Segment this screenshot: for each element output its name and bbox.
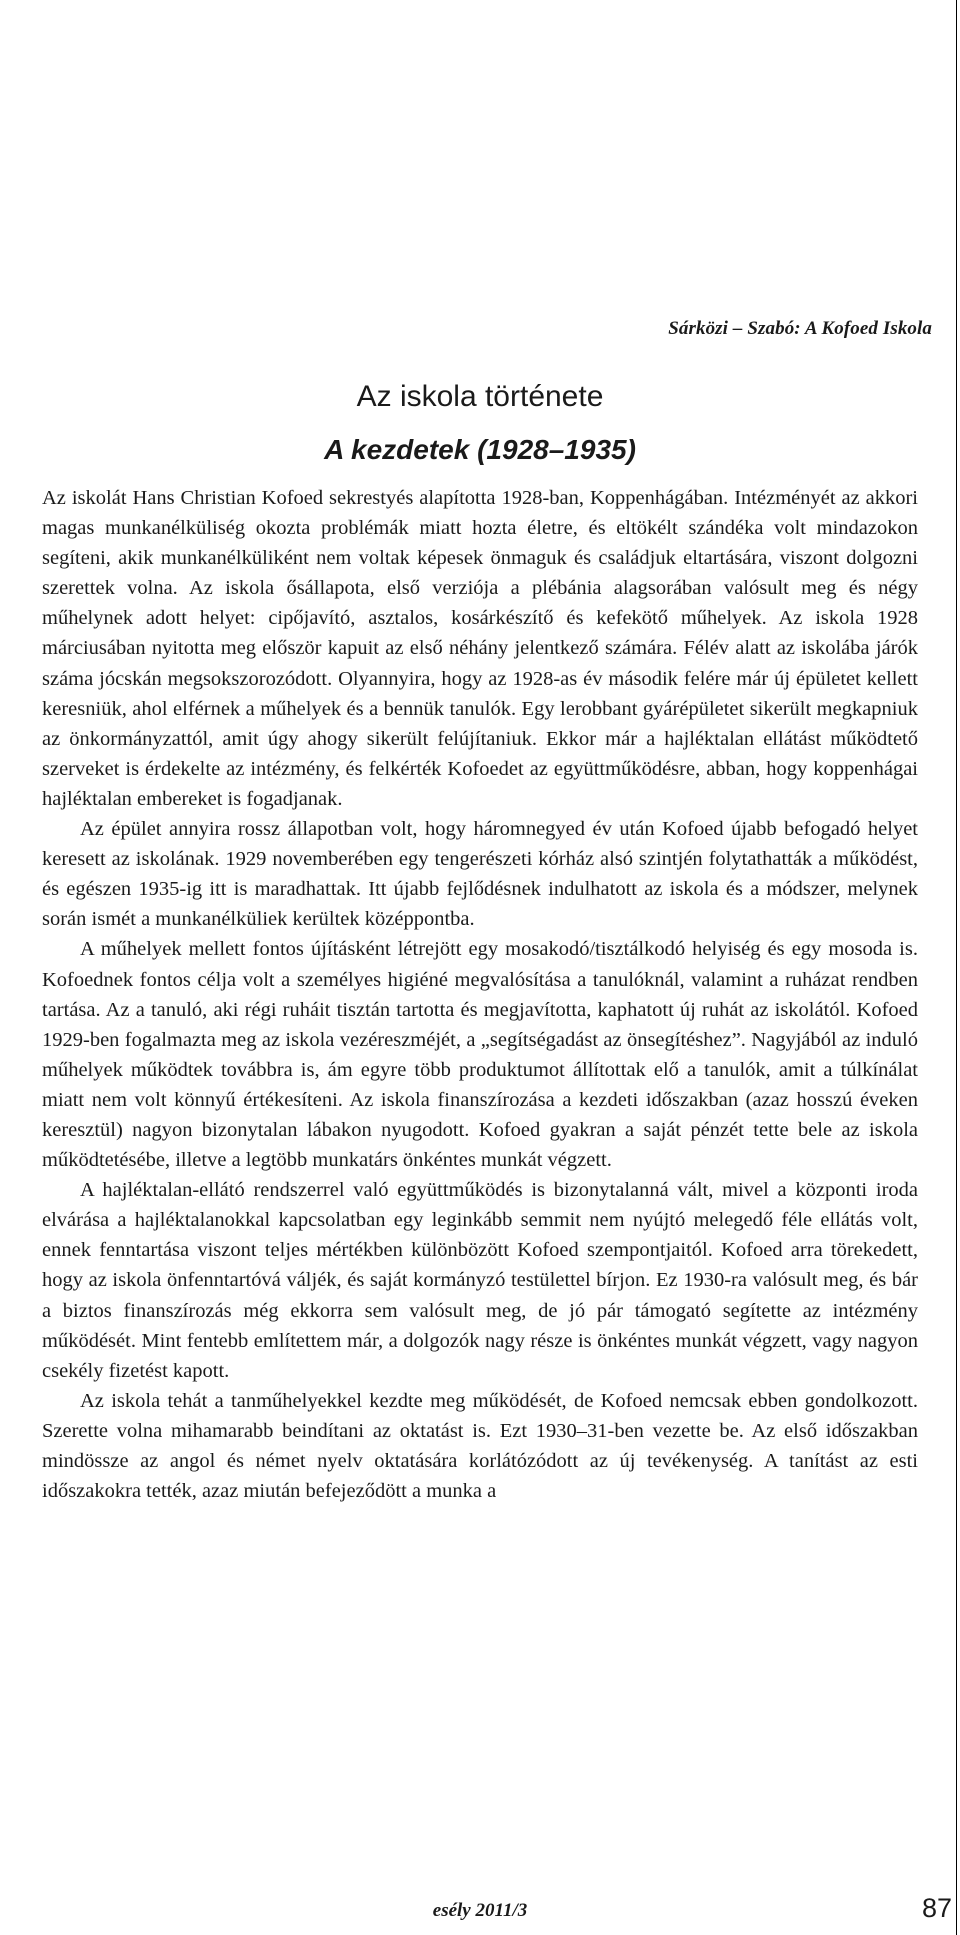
paragraph: A hajléktalan-ellátó rendszerrel való együttműködés is bizonytalanná vált, mivel a központi iroda elvárása a hajléktalanokkal kapcsolatban egy leginkább semmit nem nyújtó melegedő féle ellátás volt, ennek fenntartása viszont teljes mértékben különbözött Kofoed szempontjaitól. Kofoed arra törekedett, hogy az iskola önfenntartóvá váljék, és saját kormányzó testülettel bírjon. Ez 1930-ra valósult meg, és bár a biztos finanszírozás még ekkorra sem valósult meg, de jó pár támogató segítette az intézmény működését. Mint fentebb említettem már, a dolgozók nagy része is önkéntes munkát végzett, vagy nagyon csekély fizetést kapott. <box>42 1179 918 1382</box>
journal-footer: esély 2011/3 <box>432 1900 528 1921</box>
chapter-title: Az iskola története <box>356 380 604 413</box>
paragraph: A műhelyek mellett fontos újításként létrejött egy mosakodó/tisztálkodó helyiség és egy mosoda is. Kofoednek fontos célja volt a személyes higiéné megvalósítása a tanulóknál, valamint a ruházat rendben tartása. Az a tanuló, aki régi ruháit tisztán tartotta és megjavította, kaphatott új ruhát az iskolától. Kofoed 1929-ben fogalmazta meg az iskola vezéreszméjét, a „segítségadást az önsegítéshez”. Nagyjából az induló műhelyek működtek továbbra is, ám egyre több produktumot állítottak elő a tanulók, amit a túlkínálat miatt nem volt könnyű értékesíteni. Az iskola finanszírozása a kezdeti időszakban (azaz hosszú éveken keresztül) nagyon bizonytalan lábakon nyugodott. Kofoed gyakran a saját pénzét tette bele az iskola működtetésébe, illetve a legtöbb munkatárs önkéntes munkát végzett. <box>42 938 918 1172</box>
paragraph: Az iskolát Hans Christian Kofoed sekrestyés alapította 1928-ban, Koppenhágában. Intézményét az akkori magas munkanélküliség okozta problémák miatt hozta életre, és eltökélt szándéka volt mindazokon segíteni, akik munkanélküliként nem voltak képesek önmaguk és családjuk eltartására, viszont dolgozni szerettek volna. Az iskola ősállapota, első verziója a plébánia alagsorában valósult meg és négy műhelynek adott helyet: cipőjavító, asztalos, kosárkészítő és kefekötő műhelyek. Az iskola 1928 márciusában nyitotta meg először kapuit az első néhány jelentkező számára. Félév alatt az iskolába járók száma jócskán megsokszorozódott. Olyannyira, hogy az 1928-as év második felére már új épületet kellett keresniük, ahol elférnek a műhelyek és a bennük tanulók. Egy lerobbant gyárépületet sikerült megkapniuk az önkormányzattól, amit úgy ahogy sikerült felújítaniuk. Ekkor már a hajléktalan ellátást működtető szerveket is érdekelte az intézmény, és felkérték Kofoedet az együttműködésre, abban, hogy koppenhágai hajléktalan embereket is fogadjanak. <box>42 487 918 810</box>
running-header: Sárközi – Szabó: A Kofoed Iskola <box>668 318 932 339</box>
page-number: 87 <box>921 1893 952 1923</box>
paragraph: Az iskola tehát a tanműhelyekkel kezdte meg működését, de Kofoed nemcsak ebben gondolkozott. Szerette volna mihamarabb beindítani az oktatást is. Ezt 1930–31-ben vezette be. Az első időszakban mindössze az angol és német nyelv oktatására korlátózódott az új tevékenység. A tanítást az esti időszakokra tették, azaz miután befejeződött a munka a <box>42 1389 918 1503</box>
article-body <box>42 483 918 1506</box>
paragraph: Az épület annyira rossz állapotban volt, hogy háromnegyed év után Kofoed újabb befogadó helyet keresett az iskolának. 1929 novemberében egy tengerészeti kórház alsó szintjén folytathatták a működést, és egészen 1935-ig itt is maradhattak. Itt újabb fejlődésnek indulhatott az iskola és a módszer, melynek során ismét a munkanélküliek kerültek középpontba. <box>42 818 918 931</box>
section-title: A kezdetek (1928–1935) <box>324 434 636 465</box>
page-edge-line <box>956 0 957 1935</box>
